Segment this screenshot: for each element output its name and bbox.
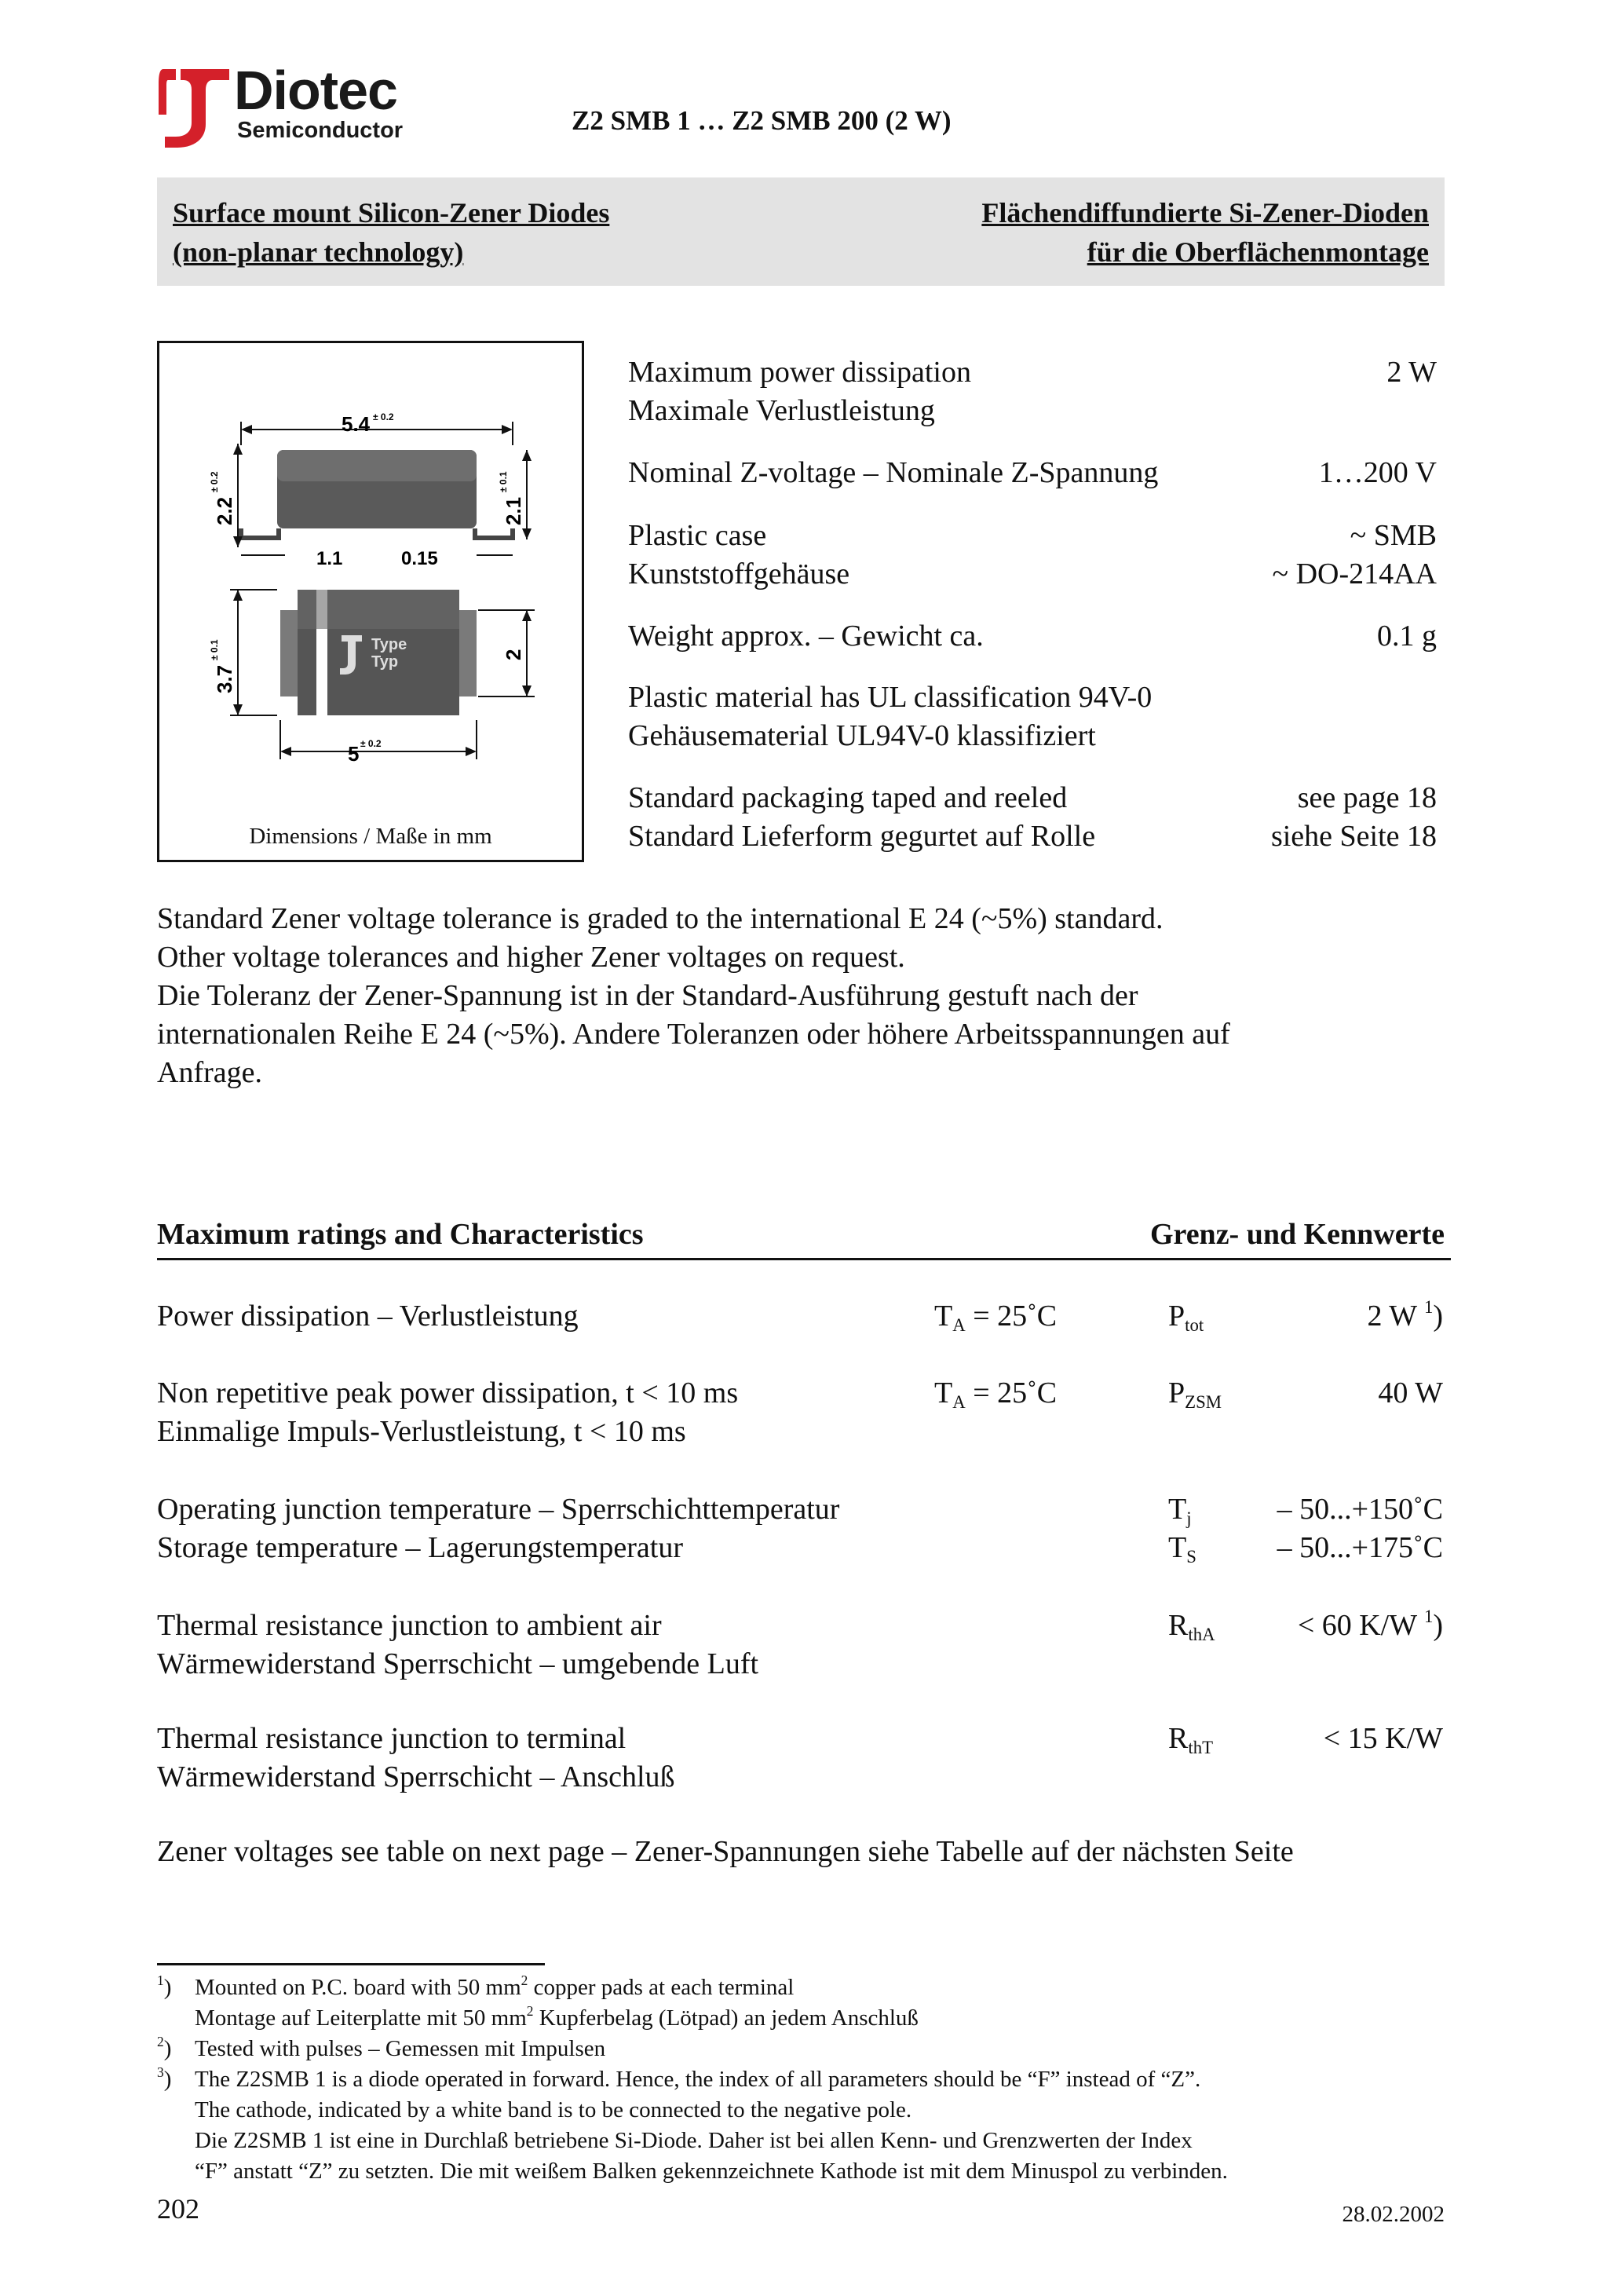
dim-height-text: 2.2 [213,496,236,525]
paragraph-line: Die Toleranz der Zener-Spannung ist in der Standard-Ausführung gestuft nach der [157,979,1138,1012]
spec-case-value [1273,517,1437,594]
zener-table-note: Zener voltages see table on next page – Zener-Spannungen siehe Tabelle auf der nächsten Seite [157,1835,1294,1868]
document-date: 28.02.2002 [1342,2202,1445,2227]
type-label: Type [371,636,407,653]
rating-temperature-desc [157,1490,839,1567]
dim-body-height-tol: ± 0.1 [498,471,509,492]
rating-desc-en: Operating junction temperature – Sperrschichttemperatur [157,1493,840,1526]
drawing-caption: Dimensions / Maße in mm [249,824,492,849]
spec-z-voltage-label: Nominal Z-voltage – Nominale Z-Spannung [628,456,1159,489]
brand-subtitle: Semiconductor [237,118,404,143]
dim-height-tol: ± 0.2 [209,471,220,492]
ratings-heading-de: Grenz- und Kennwerte [1149,1218,1445,1251]
spec-weight-value: 0.1 g [1377,620,1437,653]
banner-english [173,193,609,272]
dim-body-height-text: 2.1 [502,496,525,525]
footnote-line: Die Z2SMB 1 ist eine in Durchlaß betriebene Si-Diode. Daher ist bei allen Kenn- und Grenzwerten der Index [195,2128,1193,2153]
rating-peak-power-value: 40 W [1378,1377,1443,1409]
top-view-pad-right [459,610,477,696]
package-outline-drawing [159,343,582,814]
ratings-divider [157,1258,1451,1260]
dim-body-len-tol: ± 0.2 [360,738,382,749]
banner-left-line2: (non-planar technology) [173,236,464,268]
rating-peak-power-cond: $T_A$ = 25˚C [934,1377,1058,1412]
rating-power-cond: $T_A$ = 25˚C [934,1300,1058,1335]
spec-max-power-value: 2 W [1386,356,1437,389]
spec-label-de: Maximale Verlustleistung [628,394,935,427]
footnote-mark-1: $^1$) [157,1972,172,2000]
rating-rtha-symbol: $R_{thA}$ [1168,1609,1215,1644]
dim-width-tol: ± 0.1 [209,639,220,660]
footnote-mark-2: $^2$) [157,2033,172,2061]
spec-max-power-label [628,353,971,430]
banner-left-line1: Surface mount Silicon-Zener Diodes [173,197,610,229]
rating-rtht-symbol: $R_{thT}$ [1168,1722,1214,1757]
footnote-line: The cathode, indicated by a white band is to be connected to the negative pole. [195,2097,912,2122]
paragraph-line: Other voltage tolerances and higher Zener voltages on request. [157,941,905,974]
spec-value-en: ~ SMB [1350,519,1437,552]
paragraph-line: internationalen Reihe E 24 (~5%). Andere Toleranzen oder höhere Arbeitsspannungen auf [157,1018,1230,1051]
rating-temperature-value [1277,1490,1443,1567]
rating-desc-de: Wärmewiderstand Sperrschicht – Anschluß [157,1760,675,1793]
rating-rtht-desc [157,1720,675,1797]
footnote-line: The Z2SMB 1 is a diode operated in forward. Hence, the index of all parameters should be “F” instead of “Z”. [195,2067,1201,2092]
rating-peak-power-symbol: $P_{ZSM}$ [1168,1377,1222,1412]
rating-desc-de: Storage temperature – Lagerungstemperatur [157,1531,683,1564]
diotec-logo [157,63,236,149]
rating-power-desc: Power dissipation – Verlustleistung [157,1300,579,1333]
banner-right-line2: für die Oberflächenmontage [1087,236,1429,268]
rating-value-tj: – 50...+150˚C [1277,1493,1443,1526]
rating-rtha-value: < 60 K/W $^1$) [1297,1607,1443,1642]
spec-label-de: Kunststoffgehäuse [628,558,850,590]
banner-right-line1: Flächendiffundierte Si-Zener-Dioden [981,197,1429,229]
brand-name: Diotec [234,60,397,121]
paragraph-line: Standard Zener voltage tolerance is graded to the international E 24 (~5%) standard. [157,902,1164,935]
rating-desc-en: Thermal resistance junction to terminal [157,1722,627,1755]
paragraph-line: Anfrage. [157,1056,262,1089]
logo-mark [165,69,229,148]
dim-width-text: 3.7 [213,664,236,693]
dim-body-len-text: 5 [348,742,360,766]
typ-label: Typ [371,653,399,671]
page-number: 202 [157,2193,199,2225]
spec-value-de: ~ DO-214AA [1272,558,1437,590]
rating-temperature-symbol: $T_j$ $T_S$ [1168,1493,1196,1567]
spec-packaging-label [628,779,1095,856]
tolerance-paragraph [157,900,1460,1092]
dim-length-tol: ± 0.2 [373,411,394,422]
spec-label-en: Plastic material has UL classification 94V-0 [628,681,1153,714]
spec-label-en: Plastic case [628,519,767,552]
footnote-1: Mounted on P.C. board with 50 $mm^2$ copper pads at each terminal Montage auf Leiterplatte mit 50 $mm^2$ Kupferbelag (Lötpad) an jedem Anschluß [195,1972,919,2031]
dim-length-text: 5.4 [342,412,371,436]
footnote-line: “F” anstatt “Z” zu setzten. Die mit weißem Balken gekennzeichnete Kathode ist mit dem Minuspol zu verbinden. [195,2159,1228,2184]
spec-z-voltage-value: 1…200 V [1318,456,1437,489]
title-banner [157,177,1445,286]
rating-desc-de: Wärmewiderstand Sperrschicht – umgebende Luft [157,1647,759,1680]
package-drawing-box [157,341,584,862]
rating-desc-de: Einmalige Impuls-Verlustleistung, t < 10 ms [157,1415,686,1448]
rating-desc-en: Thermal resistance junction to ambient air [157,1609,662,1642]
rating-power-symbol: $P_{tot}$ [1168,1300,1204,1335]
ratings-heading-en: Maximum ratings and Characteristics [157,1218,644,1251]
dim-lead-text: 1.1 [316,548,343,569]
spec-value-de: siehe Seite 18 [1270,820,1437,853]
side-view-lead-left [241,528,279,538]
spec-case-label [628,517,849,594]
rating-rtha-desc [157,1607,758,1684]
document-title: Z2 SMB 1 … Z2 SMB 200 (2 W) [572,105,952,136]
banner-german [981,193,1429,272]
rating-peak-power-desc [157,1374,738,1451]
footnote-divider [157,1963,545,1965]
spec-label-de: Standard Lieferform gegurtet auf Rolle [628,820,1096,853]
spec-label-en: Standard packaging taped and reeled [628,781,1068,814]
spec-label-en: Maximum power dissipation [628,356,971,389]
rating-value-ts: – 50...+175˚C [1277,1531,1443,1564]
dim-lead-thick-text: 0.15 [401,548,438,569]
footnote-2: Tested with pulses – Gemessen mit Impulsen [195,2036,606,2061]
spec-ul-label [628,678,1152,755]
spec-value-en: see page 18 [1297,781,1437,814]
rating-rtht-value: < 15 K/W [1323,1722,1443,1755]
spec-label-de: Gehäusematerial UL94V-0 klassifiziert [628,719,1096,752]
spec-weight-label: Weight approx. – Gewicht ca. [628,620,984,653]
footnote-mark-3: $^3$) [157,2064,172,2092]
spec-packaging-value [1271,779,1437,856]
top-view-pad-left [280,610,298,696]
dim-pad-text: 2 [502,649,525,660]
side-view-lead-right [475,528,513,538]
footnote-3 [195,2064,1228,2187]
rating-desc-en: Non repetitive peak power dissipation, t < 10 ms [157,1377,739,1409]
rating-power-value: 2 W $^1$) [1367,1297,1443,1333]
